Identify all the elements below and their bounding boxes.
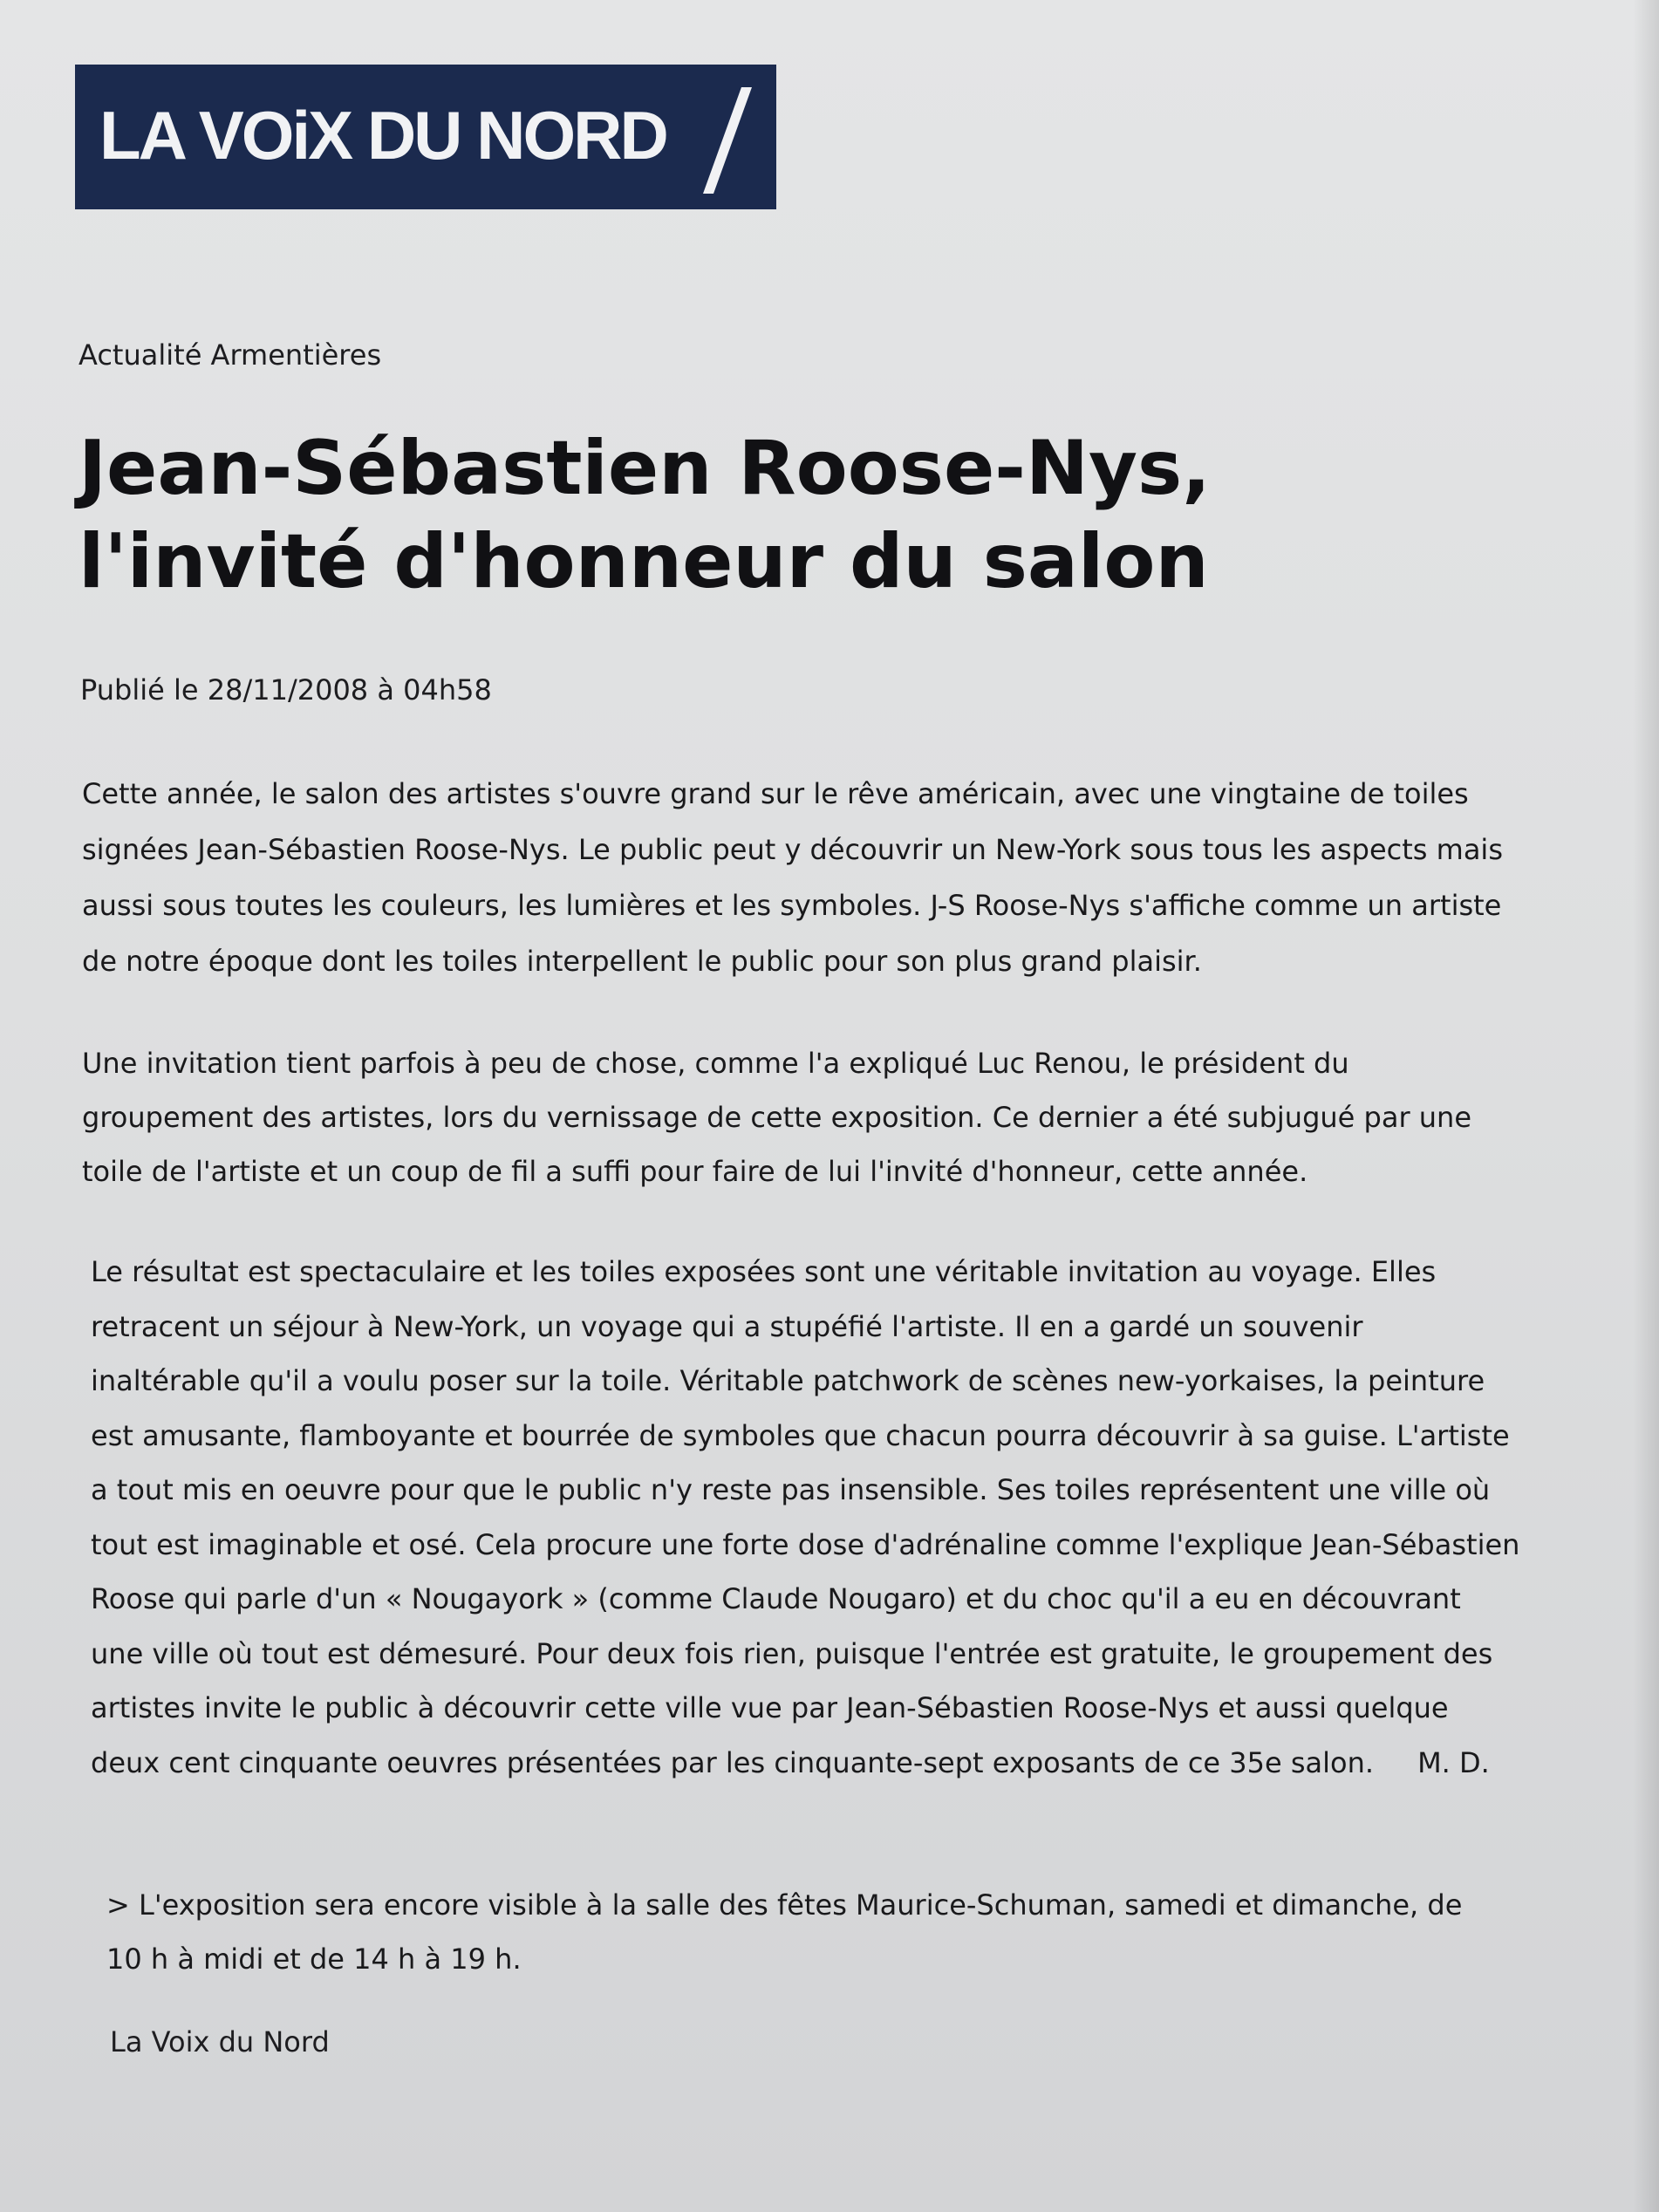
paragraph-3 bbox=[91, 1245, 1521, 1790]
logo-wordmark: LA VOiX DU NORD bbox=[99, 97, 666, 174]
paragraph-1: Cette année, le salon des artistes s'ouvre grand sur le rêve américain, avec une vingtaine de toiles signées Jean-Sébastien Roose-Nys. Le public peut y découvrir un New-York sous tous les aspects mais aussi sous toutes les couleurs, les lumières et les symboles. J-S Roose-Nys s'affiche comme un artiste de notre époque dont les toiles interpellent le public pour son plus grand plaisir. bbox=[82, 777, 1503, 978]
exhibition-info: > L'exposition sera encore visible à la salle des fêtes Maurice-Schuman, samedi et dimanche, de 10 h à midi et de 14 h à 19 h. bbox=[106, 1888, 1463, 1976]
logo-slash-icon bbox=[696, 84, 757, 197]
source-credit: La Voix du Nord bbox=[110, 2025, 330, 2058]
section-label: Actualité Armentières bbox=[79, 338, 382, 372]
newspaper-logo bbox=[75, 65, 776, 209]
article-title: Jean-Sébastien Roose-Nys, l'invité d'honneur du salon bbox=[79, 425, 1211, 605]
paragraph-2: Une invitation tient parfois à peu de chose, comme l'a expliqué Luc Renou, le président du groupement des artistes, lors du vernissage de cette exposition. Ce dernier a été subjugué par une toile de l'artiste et un coup de fil a suffi pour faire de lui l'invité d'honneur, cette année. bbox=[82, 1047, 1472, 1188]
author-initials: M. D. bbox=[1417, 1745, 1490, 1779]
publication-date: Publié le 28/11/2008 à 04h58 bbox=[80, 673, 492, 707]
paragraph-3-text: Le résultat est spectaculaire et les toiles exposées sont une véritable invitation au voyage. Elles retracent un séjour à New-York, un voyage qui a stupéfié l'artiste. Il en a gardé un souvenir inaltérable qu'il a voulu poser sur la toile. Véritable patchwork de scènes new-yorkaises, la peinture est amusante, flamboyante et bourrée de symboles que chacun pourra découvrir à sa guise. L'artiste a tout mis en oeuvre pour que le public n'y reste pas insensible. Ses toiles représentent une ville où tout est imaginable et osé. Cela procure une forte dose d'adrénaline comme l'explique Jean-Sébastien Roose qui parle d'un « Nougayork » (comme Claude Nougaro) et du choc qu'il a eu en découvrant une ville où tout est démesuré. Pour deux fois rien, puisque l'entrée est gratuite, le groupement des artistes invite le public à découvrir cette ville vue par Jean-Sébastien Roose-Nys et aussi quelque deux cent cinquante oeuvres présentées par les cinquante-sept exposants de ce 35e salon. bbox=[91, 1255, 1520, 1779]
